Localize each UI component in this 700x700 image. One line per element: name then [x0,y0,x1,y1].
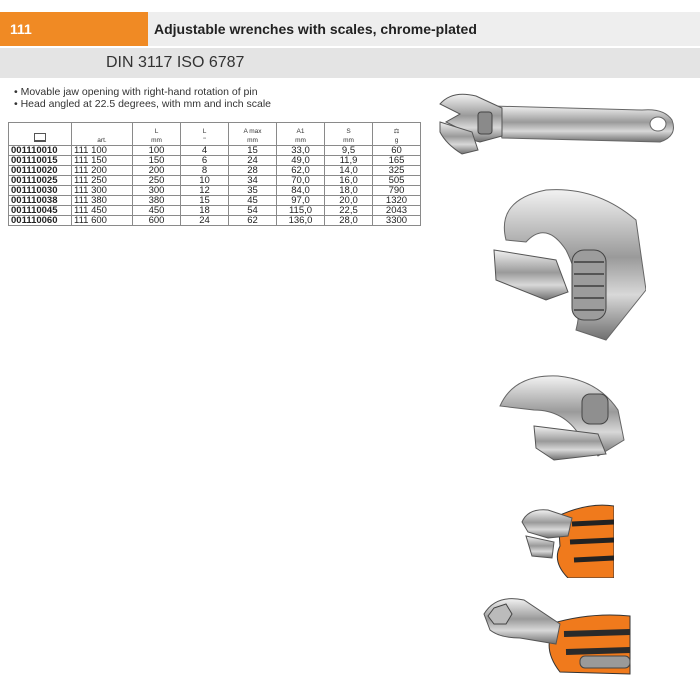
table-cell: 97,0 [277,196,325,206]
table-cell: 300 [133,186,181,196]
table-cell: 45 [229,196,277,206]
a-max-column-header: A max mm [229,123,277,146]
wrench-full-photo [432,88,684,164]
table-cell: 18 [181,206,229,216]
table-cell: 60 [373,146,421,156]
weight-icon: ⚖ [393,128,400,135]
table-cell: 24 [229,156,277,166]
table-cell: 450 [133,206,181,216]
table-cell: 15 [229,146,277,156]
table-cell: 150 [133,156,181,166]
feature-item: • Head angled at 22.5 degrees, with mm and inch scale [14,98,271,110]
table-row [9,186,421,196]
table-cell: 54 [229,206,277,216]
table-cell: 12 [181,186,229,196]
order-code-cell: 001110015 [9,156,72,166]
table-row [9,146,421,156]
table-cell: 16,0 [325,176,373,186]
length-inch-column-header: L " [181,123,229,146]
table-cell: 62,0 [277,166,325,176]
order-code-cell: 001110060 [9,216,72,226]
table-cell: 14,0 [325,166,373,176]
table-cell: 6 [181,156,229,166]
table-cell: 600 [133,216,181,226]
weight-column-header: ⚖ g [373,123,421,146]
standard-bar [0,48,700,78]
article-cell: 111 100 [72,146,133,156]
table-row [9,156,421,166]
table-row [9,166,421,176]
article-cell: 111 300 [72,186,133,196]
table-cell: 49,0 [277,156,325,166]
code-column-header [9,123,72,146]
wrench-side-photo [494,370,628,464]
header [0,12,700,46]
table-cell: 84,0 [277,186,325,196]
table-cell: 790 [373,186,421,196]
wrench-head-icon [34,133,46,142]
feature-list [14,86,271,110]
table-cell: 34 [229,176,277,186]
table-cell: 28 [229,166,277,176]
order-code-cell: 001110025 [9,176,72,186]
wrench-in-hand-photo [518,496,614,578]
table-cell: 136,0 [277,216,325,226]
article-cell: 111 380 [72,196,133,206]
product-code: 111 [10,21,32,37]
product-code-box [0,12,148,46]
table-row [9,206,421,216]
a1-column-header: A1 mm [277,123,325,146]
table-header-row [9,123,421,146]
table-row [9,216,421,226]
product-title: Adjustable wrenches with scales, chrome-plated [154,21,477,37]
order-code-cell: 001110045 [9,206,72,216]
wrench-head-closeup-photo [486,180,646,345]
standard-label: DIN 3117 ISO 6787 [106,54,245,71]
article-cell: 111 200 [72,166,133,176]
table-cell: 8 [181,166,229,176]
wrench-on-nut-photo [480,594,640,682]
table-cell: 4 [181,146,229,156]
spec-table [8,122,421,226]
article-cell: 111 150 [72,156,133,166]
table-cell: 250 [133,176,181,186]
art-column-header: art. [72,123,133,146]
table-cell: 380 [133,196,181,206]
table-cell: 325 [373,166,421,176]
order-code-cell: 001110020 [9,166,72,176]
table-cell: 33,0 [277,146,325,156]
order-code-cell: 001110030 [9,186,72,196]
table-body [9,146,421,226]
article-cell: 111 250 [72,176,133,186]
table-cell: 15 [181,196,229,206]
table-cell: 9,5 [325,146,373,156]
table-cell: 35 [229,186,277,196]
article-cell: 111 600 [72,216,133,226]
s-column-header: S mm [325,123,373,146]
table-cell: 22,5 [325,206,373,216]
table-cell: 100 [133,146,181,156]
table-cell: 62 [229,216,277,226]
table-cell: 200 [133,166,181,176]
table-cell: 2043 [373,206,421,216]
table-row [9,176,421,186]
table-cell: 3300 [373,216,421,226]
table-row [9,196,421,206]
order-code-cell: 001110038 [9,196,72,206]
table-cell: 70,0 [277,176,325,186]
order-code-cell: 001110010 [9,146,72,156]
table-cell: 165 [373,156,421,166]
length-mm-column-header: L mm [133,123,181,146]
table-cell: 10 [181,176,229,186]
table-cell: 24 [181,216,229,226]
table-cell: 115,0 [277,206,325,216]
table-cell: 11,9 [325,156,373,166]
article-cell: 111 450 [72,206,133,216]
table-cell: 20,0 [325,196,373,206]
feature-item: • Movable jaw opening with right-hand rotation of pin [14,86,258,98]
table-cell: 1320 [373,196,421,206]
table-cell: 28,0 [325,216,373,226]
table-cell: 18,0 [325,186,373,196]
title-bar [148,12,700,46]
table-cell: 505 [373,176,421,186]
